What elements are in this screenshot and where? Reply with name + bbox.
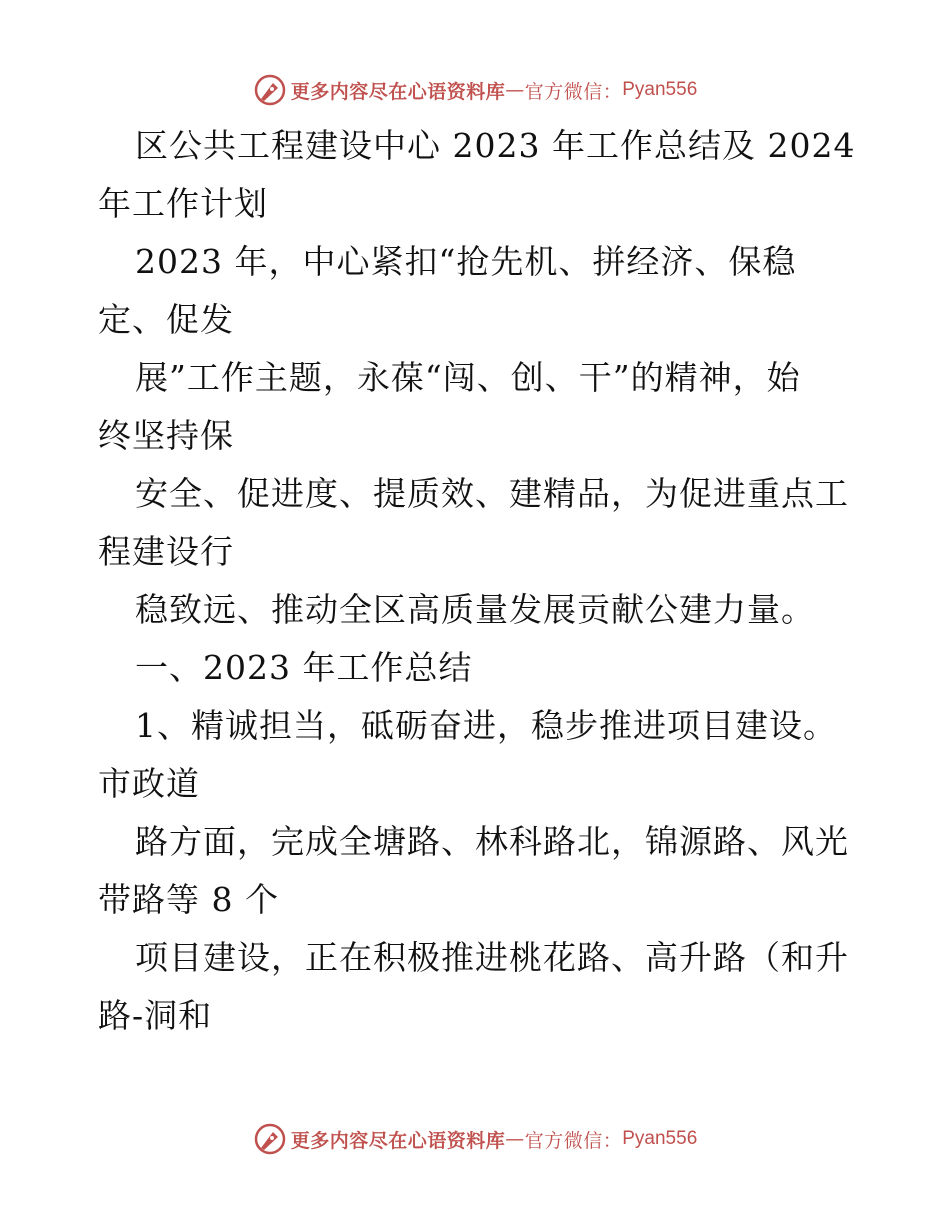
paragraph-line: 终坚持保 <box>98 416 234 455</box>
paragraph-line: 定、促发 <box>98 300 234 339</box>
paragraph-line: 稳致远、推动全区高质量发展贡献公建力量。 <box>135 590 815 629</box>
watermark-dash: — <box>505 79 525 101</box>
paragraph-line: 1、精诚担当，砥砺奋进，稳步推进项目建设。 <box>135 706 837 745</box>
paragraph-line: 路方面，完成全塘路、林科路北，锦源路、风光 <box>135 822 849 861</box>
watermark-dash: — <box>505 1128 525 1150</box>
watermark-header <box>0 70 950 110</box>
paragraph-line: 安全、促进度、提质效、建精品，为促进重点工 <box>135 474 849 513</box>
paragraph-line: 展”工作主题，永葆“闯、创、干”的精神，始 <box>135 358 801 397</box>
document-title-cont: 年工作计划 <box>98 184 268 223</box>
watermark-text: 更多内容尽在心语资料库 <box>290 80 506 103</box>
watermark-text: 更多内容尽在心语资料库 <box>290 1129 506 1152</box>
watermark-id: Pyan556 <box>622 79 698 100</box>
paragraph-line: 项目建设，正在积极推进桃花路、高升路（和升 <box>135 938 849 977</box>
paragraph-line: 2023 年，中心紧扣“抢先机、拼经济、保稳 <box>135 242 797 281</box>
pen-nib-logo-icon <box>253 1122 287 1156</box>
pen-nib-logo-icon <box>253 73 287 107</box>
watermark-contact: 官方微信： <box>524 1129 623 1152</box>
watermark-footer <box>0 1119 950 1159</box>
document-title: 区公共工程建设中心 2023 年工作总结及 2024 <box>135 126 856 165</box>
paragraph-line: 市政道 <box>98 764 200 803</box>
paragraph-line: 程建设行 <box>98 532 234 571</box>
paragraph-line: 路-洞和 <box>98 996 213 1035</box>
paragraph-line: 带路等 8 个 <box>98 880 279 919</box>
watermark-contact: 官方微信： <box>524 80 623 103</box>
watermark-id: Pyan556 <box>622 1128 698 1149</box>
section-heading: 一、2023 年工作总结 <box>135 648 473 687</box>
